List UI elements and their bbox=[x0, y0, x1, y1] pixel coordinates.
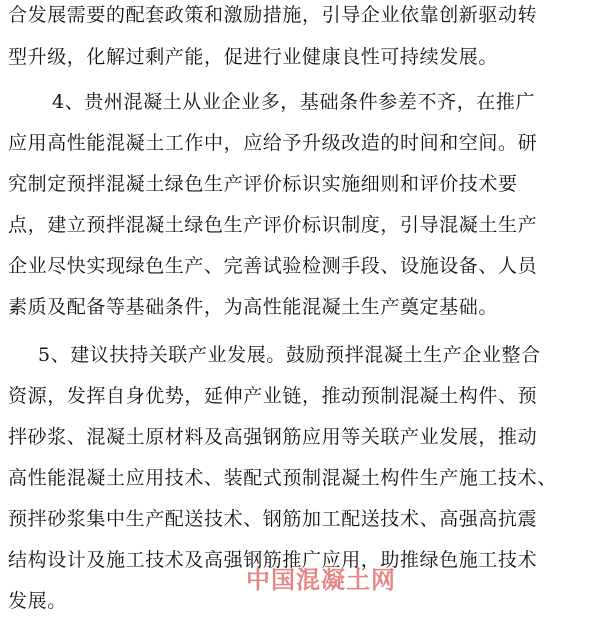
paragraph-line: 资源，发挥自身优势，延伸产业链，推动预制混凝土构件、预 bbox=[8, 385, 538, 407]
paragraph-line: 发展。 bbox=[8, 590, 67, 612]
paragraph-line: 合发展需要的配套政策和激励措施，引导企业依靠创新驱动转 bbox=[8, 4, 538, 26]
paragraph-line: 预拌砂浆集中生产配送技术、钢筋加工配送技术、高强高抗震 bbox=[8, 508, 538, 530]
paragraph-line: 企业尽快实现绿色生产、完善试验检测手段、设施设备、人员 bbox=[8, 255, 538, 277]
paragraph-line: 究制定预拌混凝土绿色生产评价标识实施细则和评价技术要 bbox=[8, 173, 518, 195]
paragraph-line: 4、贵州混凝土从业企业多，基础条件参差不齐，在推广 bbox=[52, 91, 536, 113]
paragraph-line: 素质及配备等基础条件，为高性能混凝土生产奠定基础。 bbox=[8, 296, 499, 318]
paragraph-line: 应用高性能混凝土工作中，应给予升级改造的时间和空间。研 bbox=[8, 132, 538, 154]
paragraph-line: 拌砂浆、混凝土原材料及高强钢筋应用等关联产业发展，推动 bbox=[8, 426, 538, 448]
paragraph-line: 型升级，化解过剩产能，促进行业健康良性可持续发展。 bbox=[8, 46, 499, 68]
paragraph-line: 高性能混凝土应用技术、装配式预制混凝土构件生产施工技术、 bbox=[8, 467, 557, 489]
watermark-text: 中国混凝土网 bbox=[246, 566, 396, 594]
paragraph-line: 点，建立预拌混凝土绿色生产评价标识制度，引导混凝土生产 bbox=[8, 214, 538, 236]
paragraph-line: 结构设计及施工技术及高强钢筋推广应用，助推绿色施工技术 bbox=[8, 549, 538, 571]
paragraph-line: 5、建议扶持关联产业发展。鼓励预拌混凝土生产企业整合 bbox=[38, 344, 541, 366]
